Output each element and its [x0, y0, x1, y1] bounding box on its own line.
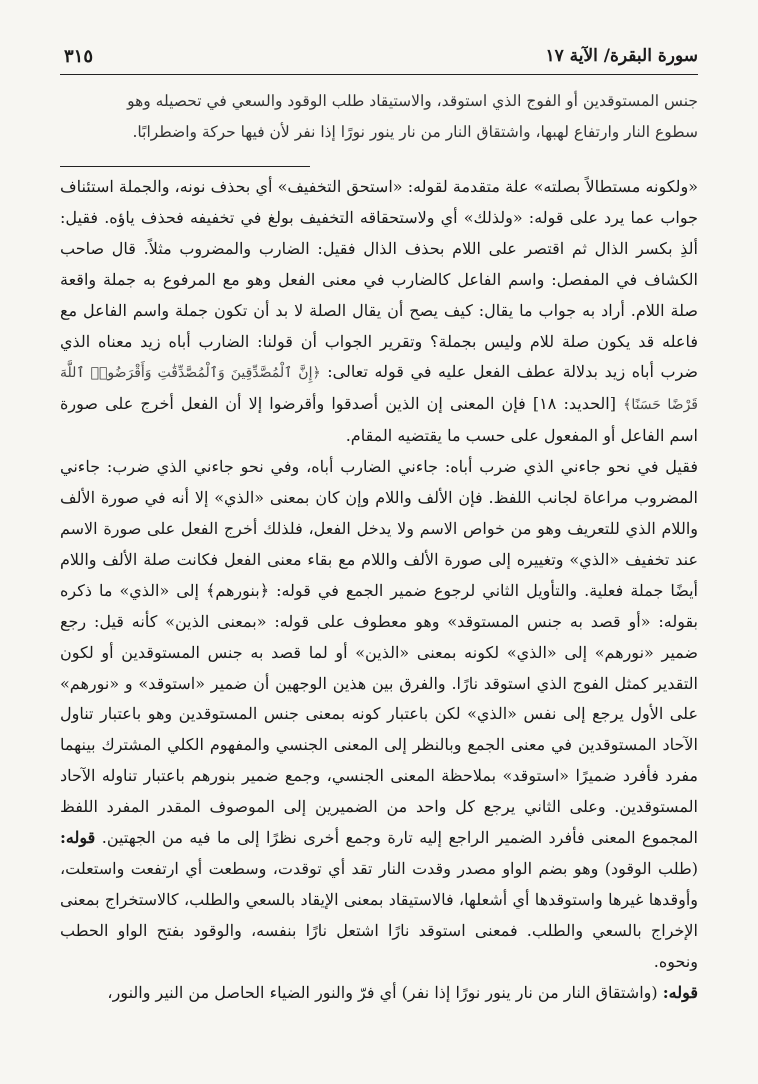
surah-verse-title: سورة البقرة/ الآية ١٧ [545, 46, 698, 66]
gloss-paragraph-2: فقيل في نحو جاءني الذي ضرب أباه: جاءني الضارب أباه، وفي نحو جاءني الذي ضرب: جاءني المضروب مراعاة لجانب اللفظ. فإن الألف واللام وإن كان بمعنى «الذي» إلا أنه في صورة الألف واللام الذي للتعريف وهو من خواص الاسم ولا يدخل الفعل، فلذلك أخرج الفعل على صورة الاسم عند تخفيف «الذي» وتغييره إلى صورة الألف واللام مع بقاء معنى الفعل فكانت صلة الألف واللام أيضًا جملة فعلية. والتأويل الثاني لرجوع ضمير الجمع في قوله: ﴿بنورهم﴾ إلى «الذي» ما ذكره بقوله: «أو قصد به جنس المستوقد» وهو معطوف على قوله: «بمعنى الذين» كأنه قيل: رجع ضمير «نورهم» إلى «الذي» لكونه بمعنى «الذين» أو لما قصد به جنس المستوقدين أو لكون التقدير كمثل الفوج الذي استوقد نارًا. والفرق بين هذين الوجهين أن ضمير «استوقد» و «نورهم» على الأول يرجع إلى نفس «الذي» لكن باعتبار كونه بمعنى جنس المستوقدين وهو باعتبار تناول الآحاد المستوقدين في معنى الجمع وبالنظر إلى المعنى الجنسي والمفهوم الكلي المشترك بينهما مفرد فأفرد ضميرًا «استوقد» بملاحظة المعنى الجنسي، وجمع ضمير بنورهم باعتبار تناوله الآحاد المستوقدين. وعلى الثاني يرجع كل واحد من الضميرين إلى الموصوف المقدر المفرد اللفظ المجموع المعنى فأفرد الضمير الراجع إليه تارة وجمع أخرى نظرًا إلى ما فيه من الجهتين. [60, 457, 699, 848]
footnote-separator [60, 166, 310, 167]
gloss-paragraph [60, 452, 698, 977]
gloss-lead: قوله: [662, 982, 698, 1002]
commentary-line: سطوع النار وارتفاع لهبها، واشتقاق النار من نار ينور نورًا إذا نفر لأن فيها حركة واضطرابًا. [132, 123, 698, 141]
gloss-paragraph [60, 172, 698, 452]
page-number: ٣١٥ [64, 46, 94, 67]
quran-quote: ﴿إِنَّ ٱلْمُصَّدِّقِينَ وَٱلْمُصَّدِّقَٰتِ وَأَقْرَضُوا۟ ٱللَّهَ قَرْضًا حَسَنًا﴾ [60, 365, 698, 414]
gloss-paragraph-3: (واشتقاق النار من نار ينور نورًا إذا نفر) أي فرّ والنور الضياء الحاصل من النير والنور، [107, 982, 658, 1002]
gloss-text [60, 172, 698, 1008]
gloss-paragraph-1: «ولكونه مستطالاً بصلته» علة متقدمة لقوله: «استحق التخفيف» أي بحذف نونه، والجملة استئناف جواب عما يرد على قوله: «ولذلك» أي ولاستحقاقه التخفيف بولغ في تخفيفه فحذف ياؤه. فقيل: ألذِ بكسر الذال ثم اقتصر على اللام بحذف الذال فقيل: الضارب والمضروب مثلاً. قال صاحب الكشاف في المفصل: واسم الفاعل كالضارب في معنى الفعل وهو مع المرفوع به جملة واقعة صلة اللام. أراد به جواب ما يقال: كيف يصح أن يقال الصلة لا بد أن تكون جملة واسم الفاعل مع فاعله قد يكون صلة للام وليس بجملة؟ وتقرير الجواب أن قولنا: الضارب أباه زيد معناه الذي ضرب أباه زيد بدلالة عطف الفعل عليه في قوله تعالى: [60, 177, 698, 382]
gloss-paragraph-2-cont: (طلب الوقود) وهو بضم الواو مصدر وقدت النار تقد أي توقدت، وسطعت أي ارتفعت واستعلت، وأوقدها غيرها واستوقدها أي أشعلها، فالاستيقاد بمعنى الإيقاد بالسعي والطلب، كالاستخراج بمعنى الإخراج بالسعي والطلب. فمعنى استوقد نارًا اشتعل نارًا بنفسه، والوقود بفتح الواو الحطب ونحوه. [60, 858, 698, 971]
gloss-paragraph [60, 978, 698, 1009]
gloss-paragraph-1-cont: [الحديد: ١٨] فإن المعنى إن الذين أصدقوا وأقرضوا إلا أن الفعل أخرج على صورة اسم الفاعل أو المفعول على حسب ما يقتضيه المقام. [60, 394, 698, 446]
main-commentary [60, 86, 698, 148]
commentary-line: جنس المستوقدين أو الفوج الذي استوقد، والاستيقاد طلب الوقود والسعي في تحصيله وهو [127, 92, 698, 110]
running-header [60, 40, 698, 75]
gloss-lead: قوله: [60, 828, 96, 848]
